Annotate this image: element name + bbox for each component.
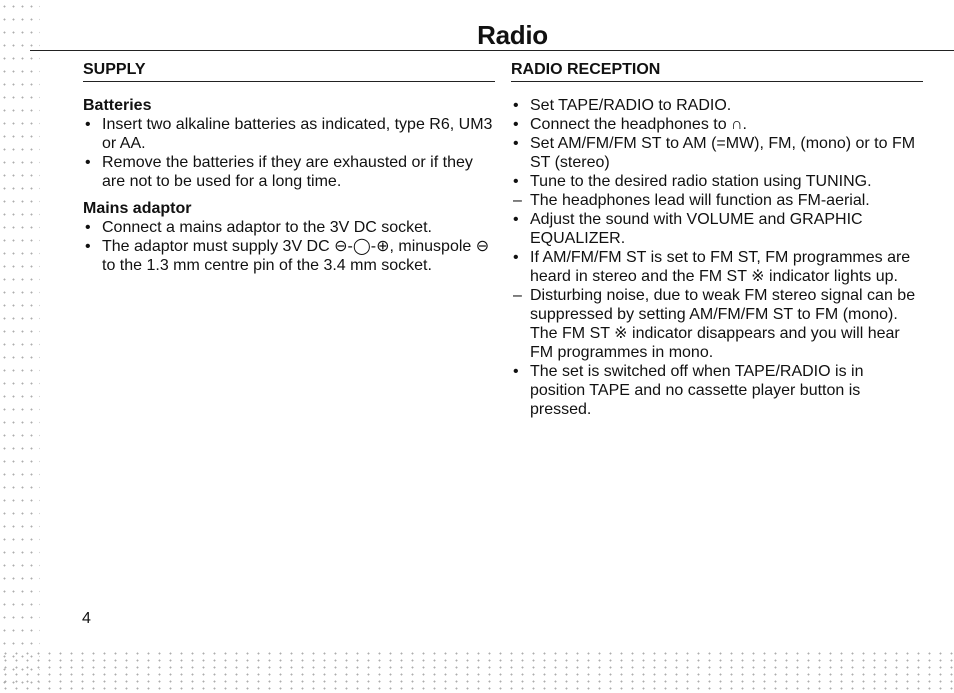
list-item [83, 237, 495, 275]
list-item-text: Tune to the desired radio station using TUNING. [530, 173, 872, 190]
list-item-text: Adjust the sound with VOLUME and GRAPHIC EQUALIZER. [530, 211, 863, 247]
list-item [511, 96, 923, 115]
page-number: 4 [82, 610, 91, 627]
mains-adaptor-list [83, 218, 495, 275]
list-marker: • [513, 97, 519, 114]
list-item-text: Set TAPE/RADIO to RADIO. [530, 97, 732, 114]
list-marker: • [513, 116, 519, 133]
list-marker: – [513, 287, 522, 304]
list-item-text: If AM/FM/FM ST is set to FM ST, FM programmes are heard in stereo and the FM ST ※ indicator lights up. [530, 249, 911, 285]
list-marker: • [513, 135, 519, 152]
list-item-text: The headphones lead will function as FM-aerial. [530, 192, 870, 209]
batteries-list [83, 115, 495, 191]
list-item [83, 218, 495, 237]
list-item-text: Remove the batteries if they are exhausted or if they are not to be used for a long time. [102, 154, 473, 190]
list-item-text: Disturbing noise, due to weak FM stereo signal can be suppressed by setting AM/FM/FM ST to FM (mono). The FM ST ※ indicator disappears and you will hear FM programmes in mono. [530, 287, 916, 361]
list-item [511, 362, 923, 419]
list-item [511, 115, 923, 134]
list-item-text: Set AM/FM/FM ST to AM (=MW), FM, (mono) or to FM ST (stereo) [530, 135, 916, 171]
list-item-text: The set is switched off when TAPE/RADIO is in position TAPE and no cassette player button is pressed. [530, 363, 864, 418]
list-item [511, 172, 923, 191]
list-item [511, 191, 923, 210]
batteries-heading: Batteries [83, 97, 152, 114]
list-item-text: Insert two alkaline batteries as indicated, type R6, UM3 or AA. [102, 116, 493, 152]
list-marker: • [513, 363, 519, 380]
list-item-text: Connect a mains adaptor to the 3V DC socket. [102, 219, 432, 236]
list-marker: • [513, 211, 519, 228]
list-item [83, 115, 495, 153]
radio-reception-heading: RADIO RECEPTION [511, 61, 923, 82]
list-item [511, 248, 923, 286]
list-item-text: Connect the headphones to ∩. [530, 116, 747, 133]
list-item [511, 286, 923, 362]
page-title: Radio [477, 20, 548, 50]
radio-reception-list [511, 96, 923, 419]
list-marker: – [513, 192, 522, 209]
list-item [511, 210, 923, 248]
supply-column [83, 61, 495, 275]
list-marker: • [513, 249, 519, 266]
bullet-marker: • [85, 116, 91, 133]
list-item-text: The adaptor must supply 3V DC ⊖-◯-⊕, minuspole ⊖ to the 1.3 mm centre pin of the 3.4 mm socket. [102, 238, 490, 274]
bullet-marker: • [85, 238, 91, 255]
bullet-marker: • [85, 219, 91, 236]
scan-noise-bottom [0, 650, 954, 693]
mains-adaptor-heading: Mains adaptor [83, 200, 192, 217]
radio-reception-column [511, 61, 923, 419]
bullet-marker: • [85, 154, 91, 171]
supply-heading: SUPPLY [83, 61, 495, 82]
list-item [511, 134, 923, 172]
scan-noise-left [0, 0, 40, 693]
title-rule [30, 50, 954, 51]
list-item [83, 153, 495, 191]
list-marker: • [513, 173, 519, 190]
